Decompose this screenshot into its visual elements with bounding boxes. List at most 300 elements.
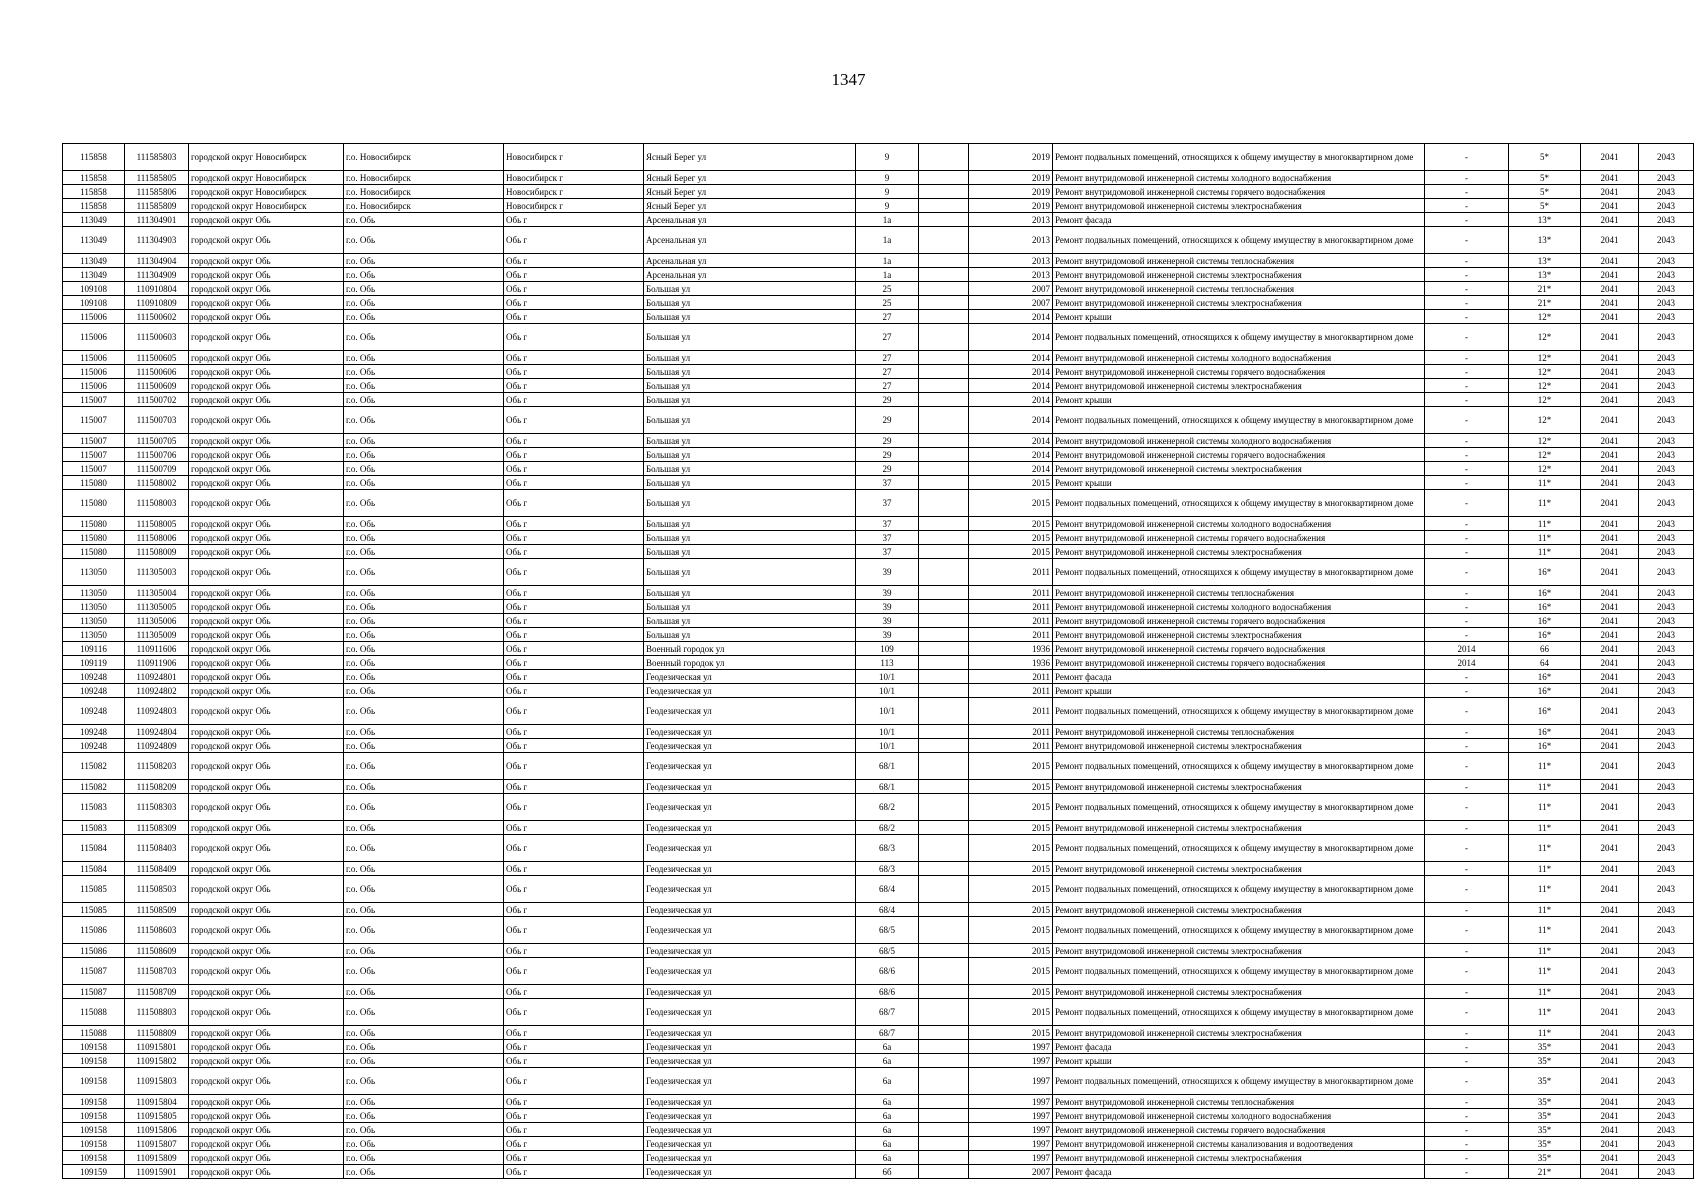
plan-end-cell: 2043 <box>1639 642 1694 656</box>
extra-cell <box>919 1151 969 1165</box>
locality-cell: Обь г <box>504 1165 644 1179</box>
plan-start-cell: 2041 <box>1581 185 1639 199</box>
street-cell: Большая ул <box>644 448 856 462</box>
last-repair-year-cell: - <box>1425 1109 1509 1123</box>
municipality-cell: г.о. Обь <box>344 917 504 944</box>
house-id-cell: 115085 <box>63 903 125 917</box>
municipal-district-cell: городской округ Обь <box>189 794 344 821</box>
street-cell: Ясный Берег ул <box>644 185 856 199</box>
municipal-district-cell: городской округ Обь <box>189 958 344 985</box>
house-number-cell: 10/1 <box>856 698 919 725</box>
last-repair-year-cell: - <box>1425 903 1509 917</box>
municipality-cell: г.о. Обь <box>344 434 504 448</box>
house-number-cell: 6а <box>856 1054 919 1068</box>
work-id-cell: 111508609 <box>125 944 189 958</box>
plan-start-cell: 2041 <box>1581 958 1639 985</box>
work-type-cell: Ремонт внутридомовой инженерной системы горячего водоснабжения <box>1053 365 1425 379</box>
table-row <box>63 903 1694 917</box>
locality-cell: Обь г <box>504 753 644 780</box>
house-id-cell: 115082 <box>63 780 125 794</box>
extra-cell <box>919 944 969 958</box>
plan-start-cell: 2041 <box>1581 753 1639 780</box>
last-repair-year-cell: - <box>1425 876 1509 903</box>
last-repair-year-cell: - <box>1425 1151 1509 1165</box>
table-row <box>63 1068 1694 1095</box>
street-cell: Большая ул <box>644 614 856 628</box>
municipal-district-cell: городской округ Обь <box>189 999 344 1026</box>
street-cell: Геодезическая ул <box>644 903 856 917</box>
municipality-cell: г.о. Обь <box>344 586 504 600</box>
last-repair-year-cell: - <box>1425 365 1509 379</box>
house-number-cell: 9 <box>856 171 919 185</box>
municipality-cell: г.о. Обь <box>344 876 504 903</box>
work-type-cell: Ремонт подвальных помещений, относящихся к общему имуществу в многоквартирном доме <box>1053 407 1425 434</box>
municipality-cell: г.о. Обь <box>344 753 504 780</box>
wear-cell: 16* <box>1509 684 1581 698</box>
table-row <box>63 1151 1694 1165</box>
work-type-cell: Ремонт внутридомовой инженерной системы канализования и водоотведения <box>1053 1137 1425 1151</box>
built-year-cell: 2015 <box>969 985 1053 999</box>
plan-start-cell: 2041 <box>1581 985 1639 999</box>
house-id-cell: 115006 <box>63 365 125 379</box>
wear-cell: 12* <box>1509 379 1581 393</box>
last-repair-year-cell: - <box>1425 476 1509 490</box>
last-repair-year-cell: - <box>1425 1026 1509 1040</box>
municipality-cell: г.о. Обь <box>344 365 504 379</box>
house-number-cell: 68/7 <box>856 1026 919 1040</box>
street-cell: Геодезическая ул <box>644 876 856 903</box>
built-year-cell: 2014 <box>969 448 1053 462</box>
municipal-district-cell: городской округ Обь <box>189 1068 344 1095</box>
locality-cell: Обь г <box>504 1095 644 1109</box>
house-number-cell: 68/4 <box>856 876 919 903</box>
municipality-cell: г.о. Обь <box>344 213 504 227</box>
municipality-cell: г.о. Обь <box>344 862 504 876</box>
extra-cell <box>919 958 969 985</box>
work-id-cell: 111508009 <box>125 545 189 559</box>
extra-cell <box>919 739 969 753</box>
house-id-cell: 115086 <box>63 944 125 958</box>
work-type-cell: Ремонт внутридомовой инженерной системы электроснабжения <box>1053 903 1425 917</box>
street-cell: Большая ул <box>644 462 856 476</box>
work-type-cell: Ремонт внутридомовой инженерной системы теплоснабжения <box>1053 586 1425 600</box>
table-row <box>63 379 1694 393</box>
municipal-district-cell: городской округ Обь <box>189 351 344 365</box>
built-year-cell: 2015 <box>969 531 1053 545</box>
table-row <box>63 985 1694 999</box>
extra-cell <box>919 545 969 559</box>
wear-cell: 13* <box>1509 268 1581 282</box>
extra-cell <box>919 324 969 351</box>
last-repair-year-cell: - <box>1425 670 1509 684</box>
work-type-cell: Ремонт внутридомовой инженерной системы горячего водоснабжения <box>1053 448 1425 462</box>
work-id-cell: 111508603 <box>125 917 189 944</box>
plan-start-cell: 2041 <box>1581 821 1639 835</box>
table-row <box>63 1165 1694 1179</box>
work-type-cell: Ремонт внутридомовой инженерной системы электроснабжения <box>1053 379 1425 393</box>
last-repair-year-cell: - <box>1425 351 1509 365</box>
house-id-cell: 115006 <box>63 310 125 324</box>
work-id-cell: 111508303 <box>125 794 189 821</box>
last-repair-year-cell: - <box>1425 545 1509 559</box>
work-id-cell: 111508309 <box>125 821 189 835</box>
wear-cell: 5* <box>1509 144 1581 171</box>
extra-cell <box>919 600 969 614</box>
street-cell: Геодезическая ул <box>644 862 856 876</box>
house-id-cell: 115088 <box>63 1026 125 1040</box>
extra-cell <box>919 199 969 213</box>
house-number-cell: 10/1 <box>856 725 919 739</box>
house-id-cell: 113049 <box>63 268 125 282</box>
house-id-cell: 109108 <box>63 296 125 310</box>
house-id-cell: 115084 <box>63 835 125 862</box>
municipality-cell: г.о. Обь <box>344 351 504 365</box>
street-cell: Геодезическая ул <box>644 1151 856 1165</box>
wear-cell: 12* <box>1509 365 1581 379</box>
last-repair-year-cell: - <box>1425 1068 1509 1095</box>
extra-cell <box>919 862 969 876</box>
built-year-cell: 2019 <box>969 144 1053 171</box>
extra-cell <box>919 268 969 282</box>
wear-cell: 11* <box>1509 835 1581 862</box>
house-id-cell: 115007 <box>63 434 125 448</box>
municipality-cell: г.о. Обь <box>344 559 504 586</box>
plan-start-cell: 2041 <box>1581 213 1639 227</box>
street-cell: Ясный Берег ул <box>644 144 856 171</box>
table-row <box>63 199 1694 213</box>
house-id-cell: 113050 <box>63 559 125 586</box>
municipality-cell: г.о. Обь <box>344 656 504 670</box>
table-row <box>63 1095 1694 1109</box>
work-type-cell: Ремонт подвальных помещений, относящихся к общему имуществу в многоквартирном доме <box>1053 1068 1425 1095</box>
extra-cell <box>919 656 969 670</box>
extra-cell <box>919 876 969 903</box>
work-id-cell: 110924804 <box>125 725 189 739</box>
municipality-cell: г.о. Обь <box>344 684 504 698</box>
municipality-cell: г.о. Обь <box>344 379 504 393</box>
locality-cell: Обь г <box>504 1026 644 1040</box>
work-id-cell: 111500605 <box>125 351 189 365</box>
house-number-cell: 37 <box>856 545 919 559</box>
street-cell: Геодезическая ул <box>644 1068 856 1095</box>
wear-cell: 35* <box>1509 1068 1581 1095</box>
work-type-cell: Ремонт подвальных помещений, относящихся к общему имуществу в многоквартирном доме <box>1053 917 1425 944</box>
municipal-district-cell: городской округ Обь <box>189 1123 344 1137</box>
wear-cell: 11* <box>1509 917 1581 944</box>
extra-cell <box>919 780 969 794</box>
work-id-cell: 110924801 <box>125 670 189 684</box>
street-cell: Большая ул <box>644 379 856 393</box>
built-year-cell: 2007 <box>969 1165 1053 1179</box>
house-number-cell: 37 <box>856 476 919 490</box>
work-type-cell: Ремонт внутридомовой инженерной системы теплоснабжения <box>1053 1095 1425 1109</box>
built-year-cell: 2014 <box>969 393 1053 407</box>
street-cell: Геодезическая ул <box>644 1095 856 1109</box>
table-row <box>63 144 1694 171</box>
plan-end-cell: 2043 <box>1639 600 1694 614</box>
work-id-cell: 111305005 <box>125 600 189 614</box>
work-type-cell: Ремонт внутридомовой инженерной системы электроснабжения <box>1053 862 1425 876</box>
municipality-cell: г.о. Обь <box>344 780 504 794</box>
street-cell: Геодезическая ул <box>644 1123 856 1137</box>
municipality-cell: г.о. Обь <box>344 670 504 684</box>
wear-cell: 12* <box>1509 324 1581 351</box>
municipality-cell: г.о. Обь <box>344 1123 504 1137</box>
plan-end-cell: 2043 <box>1639 199 1694 213</box>
table-row <box>63 490 1694 517</box>
work-type-cell: Ремонт подвальных помещений, относящихся к общему имуществу в многоквартирном доме <box>1053 999 1425 1026</box>
extra-cell <box>919 917 969 944</box>
house-number-cell: 27 <box>856 310 919 324</box>
built-year-cell: 2013 <box>969 254 1053 268</box>
house-id-cell: 115007 <box>63 407 125 434</box>
table-row <box>63 600 1694 614</box>
house-id-cell: 109108 <box>63 282 125 296</box>
plan-start-cell: 2041 <box>1581 531 1639 545</box>
last-repair-year-cell: - <box>1425 462 1509 476</box>
municipality-cell: г.о. Обь <box>344 985 504 999</box>
extra-cell <box>919 821 969 835</box>
wear-cell: 11* <box>1509 944 1581 958</box>
last-repair-year-cell: - <box>1425 324 1509 351</box>
plan-start-cell: 2041 <box>1581 1165 1639 1179</box>
extra-cell <box>919 903 969 917</box>
house-id-cell: 113049 <box>63 254 125 268</box>
municipal-district-cell: городской округ Обь <box>189 227 344 254</box>
municipality-cell: г.о. Обь <box>344 393 504 407</box>
plan-end-cell: 2043 <box>1639 1165 1694 1179</box>
street-cell: Геодезическая ул <box>644 999 856 1026</box>
wear-cell: 12* <box>1509 448 1581 462</box>
last-repair-year-cell: - <box>1425 753 1509 780</box>
municipal-district-cell: городской округ Обь <box>189 1165 344 1179</box>
locality-cell: Обь г <box>504 862 644 876</box>
wear-cell: 16* <box>1509 586 1581 600</box>
municipality-cell: г.о. Новосибирск <box>344 144 504 171</box>
locality-cell: Обь г <box>504 531 644 545</box>
work-id-cell: 111508203 <box>125 753 189 780</box>
wear-cell: 16* <box>1509 600 1581 614</box>
extra-cell <box>919 1068 969 1095</box>
last-repair-year-cell: - <box>1425 213 1509 227</box>
house-number-cell: 68/5 <box>856 917 919 944</box>
work-id-cell: 111508803 <box>125 999 189 1026</box>
work-id-cell: 110924802 <box>125 684 189 698</box>
built-year-cell: 2015 <box>969 476 1053 490</box>
extra-cell <box>919 1054 969 1068</box>
plan-end-cell: 2043 <box>1639 227 1694 254</box>
municipality-cell: г.о. Обь <box>344 407 504 434</box>
plan-end-cell: 2043 <box>1639 903 1694 917</box>
work-type-cell: Ремонт внутридомовой инженерной системы горячего водоснабжения <box>1053 642 1425 656</box>
work-type-cell: Ремонт внутридомовой инженерной системы электроснабжения <box>1053 780 1425 794</box>
wear-cell: 12* <box>1509 351 1581 365</box>
locality-cell: Обь г <box>504 1123 644 1137</box>
plan-end-cell: 2043 <box>1639 684 1694 698</box>
plan-end-cell: 2043 <box>1639 1095 1694 1109</box>
table-row <box>63 670 1694 684</box>
municipality-cell: г.о. Обь <box>344 476 504 490</box>
wear-cell: 35* <box>1509 1054 1581 1068</box>
wear-cell: 11* <box>1509 780 1581 794</box>
municipality-cell: г.о. Новосибирск <box>344 185 504 199</box>
wear-cell: 13* <box>1509 254 1581 268</box>
plan-end-cell: 2043 <box>1639 698 1694 725</box>
municipal-district-cell: городской округ Обь <box>189 684 344 698</box>
work-type-cell: Ремонт внутридомовой инженерной системы теплоснабжения <box>1053 725 1425 739</box>
locality-cell: Обь г <box>504 835 644 862</box>
work-id-cell: 110915809 <box>125 1151 189 1165</box>
plan-end-cell: 2043 <box>1639 739 1694 753</box>
extra-cell <box>919 559 969 586</box>
table-row <box>63 958 1694 985</box>
municipality-cell: г.о. Обь <box>344 254 504 268</box>
locality-cell: Обь г <box>504 268 644 282</box>
last-repair-year-cell: - <box>1425 739 1509 753</box>
work-type-cell: Ремонт внутридомовой инженерной системы электроснабжения <box>1053 1151 1425 1165</box>
municipality-cell: г.о. Обь <box>344 1095 504 1109</box>
locality-cell: Обь г <box>504 296 644 310</box>
locality-cell: Обь г <box>504 670 644 684</box>
municipal-district-cell: городской округ Обь <box>189 614 344 628</box>
table-row <box>63 448 1694 462</box>
plan-end-cell: 2043 <box>1639 434 1694 448</box>
plan-start-cell: 2041 <box>1581 365 1639 379</box>
table-row <box>63 559 1694 586</box>
extra-cell <box>919 448 969 462</box>
wear-cell: 11* <box>1509 545 1581 559</box>
table-row <box>63 282 1694 296</box>
locality-cell: Обь г <box>504 1040 644 1054</box>
built-year-cell: 1997 <box>969 1151 1053 1165</box>
street-cell: Большая ул <box>644 586 856 600</box>
built-year-cell: 2014 <box>969 351 1053 365</box>
municipal-district-cell: городской округ Обь <box>189 642 344 656</box>
municipality-cell: г.о. Новосибирск <box>344 199 504 213</box>
wear-cell: 16* <box>1509 739 1581 753</box>
house-id-cell: 109158 <box>63 1068 125 1095</box>
house-id-cell: 109248 <box>63 725 125 739</box>
extra-cell <box>919 144 969 171</box>
street-cell: Геодезическая ул <box>644 958 856 985</box>
plan-start-cell: 2041 <box>1581 1040 1639 1054</box>
locality-cell: Обь г <box>504 462 644 476</box>
extra-cell <box>919 296 969 310</box>
work-id-cell: 111508503 <box>125 876 189 903</box>
work-id-cell: 111585806 <box>125 185 189 199</box>
table-row <box>63 917 1694 944</box>
work-type-cell: Ремонт фасада <box>1053 1165 1425 1179</box>
work-type-cell: Ремонт внутридомовой инженерной системы горячего водоснабжения <box>1053 656 1425 670</box>
street-cell: Большая ул <box>644 545 856 559</box>
locality-cell: Обь г <box>504 1151 644 1165</box>
house-number-cell: 37 <box>856 517 919 531</box>
plan-end-cell: 2043 <box>1639 462 1694 476</box>
locality-cell: Обь г <box>504 365 644 379</box>
house-id-cell: 115007 <box>63 393 125 407</box>
last-repair-year-cell: - <box>1425 725 1509 739</box>
street-cell: Большая ул <box>644 282 856 296</box>
extra-cell <box>919 393 969 407</box>
plan-start-cell: 2041 <box>1581 1151 1639 1165</box>
municipality-cell: г.о. Обь <box>344 821 504 835</box>
built-year-cell: 1997 <box>969 1137 1053 1151</box>
work-id-cell: 110915806 <box>125 1123 189 1137</box>
work-type-cell: Ремонт внутридомовой инженерной системы электроснабжения <box>1053 199 1425 213</box>
street-cell: Геодезическая ул <box>644 753 856 780</box>
extra-cell <box>919 642 969 656</box>
house-number-cell: 1а <box>856 268 919 282</box>
house-number-cell: 6а <box>856 1040 919 1054</box>
work-type-cell: Ремонт внутридомовой инженерной системы холодного водоснабжения <box>1053 600 1425 614</box>
work-type-cell: Ремонт внутридомовой инженерной системы электроснабжения <box>1053 268 1425 282</box>
locality-cell: Обь г <box>504 985 644 999</box>
street-cell: Геодезическая ул <box>644 821 856 835</box>
locality-cell: Новосибирск г <box>504 144 644 171</box>
street-cell: Арсенальная ул <box>644 254 856 268</box>
work-type-cell: Ремонт внутридомовой инженерной системы горячего водоснабжения <box>1053 531 1425 545</box>
last-repair-year-cell: - <box>1425 227 1509 254</box>
plan-end-cell: 2043 <box>1639 944 1694 958</box>
work-id-cell: 110915807 <box>125 1137 189 1151</box>
table-row <box>63 835 1694 862</box>
plan-end-cell: 2043 <box>1639 1137 1694 1151</box>
last-repair-year-cell: - <box>1425 862 1509 876</box>
house-id-cell: 113050 <box>63 628 125 642</box>
work-type-cell: Ремонт внутридомовой инженерной системы электроснабжения <box>1053 1026 1425 1040</box>
street-cell: Большая ул <box>644 393 856 407</box>
municipality-cell: г.о. Обь <box>344 1109 504 1123</box>
municipal-district-cell: городской округ Обь <box>189 393 344 407</box>
plan-start-cell: 2041 <box>1581 586 1639 600</box>
municipality-cell: г.о. Обь <box>344 642 504 656</box>
built-year-cell: 2013 <box>969 227 1053 254</box>
built-year-cell: 2011 <box>969 698 1053 725</box>
capital-repair-table <box>62 143 1694 1179</box>
work-type-cell: Ремонт крыши <box>1053 393 1425 407</box>
plan-end-cell: 2043 <box>1639 794 1694 821</box>
last-repair-year-cell: - <box>1425 985 1509 999</box>
street-cell: Геодезическая ул <box>644 780 856 794</box>
table-row <box>63 862 1694 876</box>
municipality-cell: г.о. Обь <box>344 490 504 517</box>
municipal-district-cell: городской округ Обь <box>189 324 344 351</box>
municipality-cell: г.о. Обь <box>344 958 504 985</box>
work-id-cell: 111508003 <box>125 490 189 517</box>
last-repair-year-cell: - <box>1425 254 1509 268</box>
built-year-cell: 2013 <box>969 268 1053 282</box>
last-repair-year-cell: - <box>1425 600 1509 614</box>
plan-end-cell: 2043 <box>1639 407 1694 434</box>
work-id-cell: 111500603 <box>125 324 189 351</box>
wear-cell: 5* <box>1509 171 1581 185</box>
last-repair-year-cell: - <box>1425 999 1509 1026</box>
locality-cell: Обь г <box>504 517 644 531</box>
plan-start-cell: 2041 <box>1581 1095 1639 1109</box>
built-year-cell: 2015 <box>969 490 1053 517</box>
locality-cell: Обь г <box>504 628 644 642</box>
house-number-cell: 68/1 <box>856 780 919 794</box>
plan-start-cell: 2041 <box>1581 614 1639 628</box>
table-row <box>63 213 1694 227</box>
municipal-district-cell: городской округ Обь <box>189 903 344 917</box>
plan-start-cell: 2041 <box>1581 351 1639 365</box>
work-id-cell: 110915901 <box>125 1165 189 1179</box>
table-row <box>63 794 1694 821</box>
extra-cell <box>919 1040 969 1054</box>
plan-end-cell: 2043 <box>1639 1068 1694 1095</box>
built-year-cell: 1997 <box>969 1109 1053 1123</box>
